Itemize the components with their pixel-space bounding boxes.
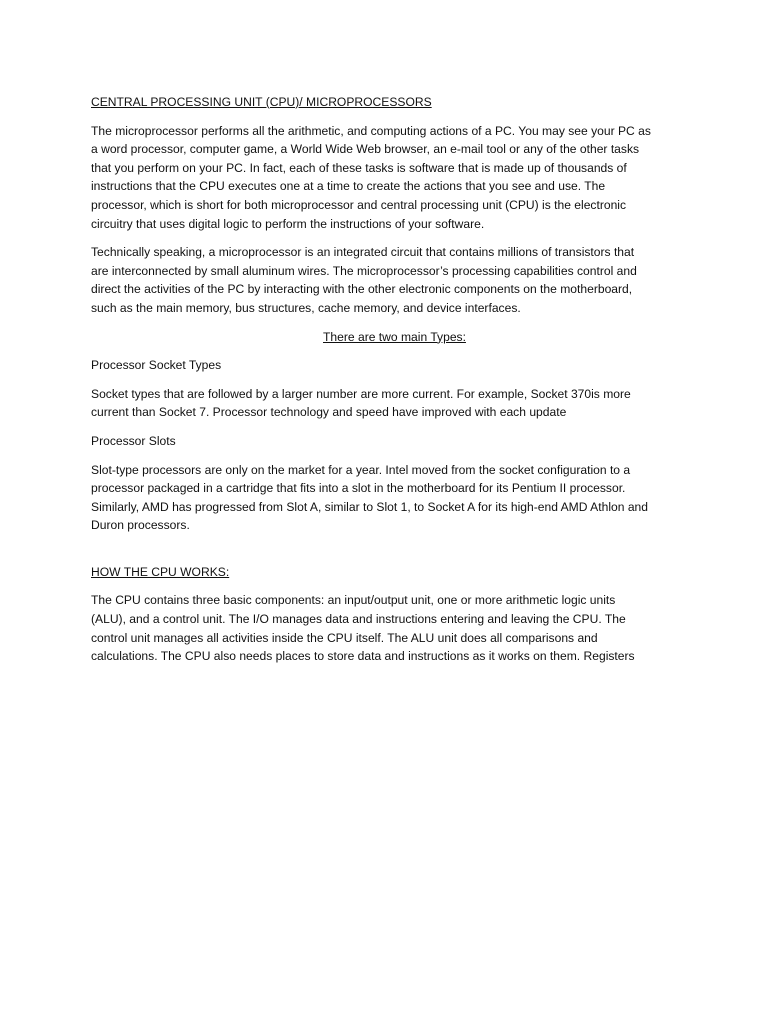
technical-line: such as the main memory, bus structures, cache memory, and device interfaces. (91, 300, 521, 315)
document-title: CENTRAL PROCESSING UNIT (CPU)/ MICROPROCESSORS (91, 95, 432, 109)
intro-line: instructions that the CPU executes one at a time to create the actions that you see and use. The (91, 179, 606, 194)
slots-paragraph (91, 461, 698, 535)
how-line: calculations. The CPU also needs places to store data and instructions as it works on them. Registers (91, 649, 635, 664)
technical-line: Technically speaking, a microprocessor is an integrated circuit that contains millions of transistors that (91, 245, 635, 260)
intro-line: circuitry that uses digital logic to perform the instructions of your software. (91, 216, 485, 231)
socket-heading: Processor Socket Types (91, 358, 222, 373)
slots-heading: Processor Slots (91, 433, 176, 448)
socket-line: Socket types that are followed by a larger number are more current. For example, Socket 370is more (91, 386, 631, 401)
section-spacer (91, 545, 698, 563)
intro-line: The microprocessor performs all the arithmetic, and computing actions of a PC. You may see your PC as (91, 123, 651, 138)
how-paragraph (91, 591, 698, 665)
intro-paragraph (91, 122, 698, 234)
how-line: control unit manages all activities inside the CPU itself. The ALU unit does all comparisons and (91, 630, 598, 645)
intro-line: a word processor, computer game, a World Wide Web browser, an e-mail tool or any of the other tasks (91, 142, 640, 157)
types-heading: There are two main Types: (323, 329, 466, 344)
technical-line: are interconnected by small aluminum wires. The microprocessor’s processing capabilities control and (91, 263, 637, 278)
slots-line: Similarly, AMD has progressed from Slot A, similar to Slot 1, to Socket A for its high-end AMD Athlon and (91, 499, 649, 514)
socket-paragraph (91, 385, 698, 422)
slots-line: Slot-type processors are only on the market for a year. Intel moved from the socket configuration to a (91, 462, 631, 477)
technical-paragraph (91, 243, 698, 317)
how-cpu-works-heading: HOW THE CPU WORKS: (91, 564, 230, 579)
technical-line: direct the activities of the PC by interacting with the other electronic components on the motherboard, (91, 282, 633, 297)
how-line: The CPU contains three basic components: an input/output unit, one or more arithmetic logic units (91, 593, 616, 608)
how-line: (ALU), and a control unit. The I/O manages data and instructions entering and leaving the CPU. The (91, 612, 626, 627)
intro-line: that you perform on your PC. In fact, each of these tasks is software that is made up of thousands of (91, 160, 627, 175)
intro-line: processor, which is short for both microprocessor and central processing unit (CPU) is the electronic (91, 197, 627, 212)
socket-line: current than Socket 7. Processor technology and speed have improved with each update (91, 405, 567, 420)
slots-line: Duron processors. (91, 518, 190, 533)
slots-line: processor packaged in a cartridge that fits into a slot in the motherboard for its Pentium II processor. (91, 481, 626, 496)
